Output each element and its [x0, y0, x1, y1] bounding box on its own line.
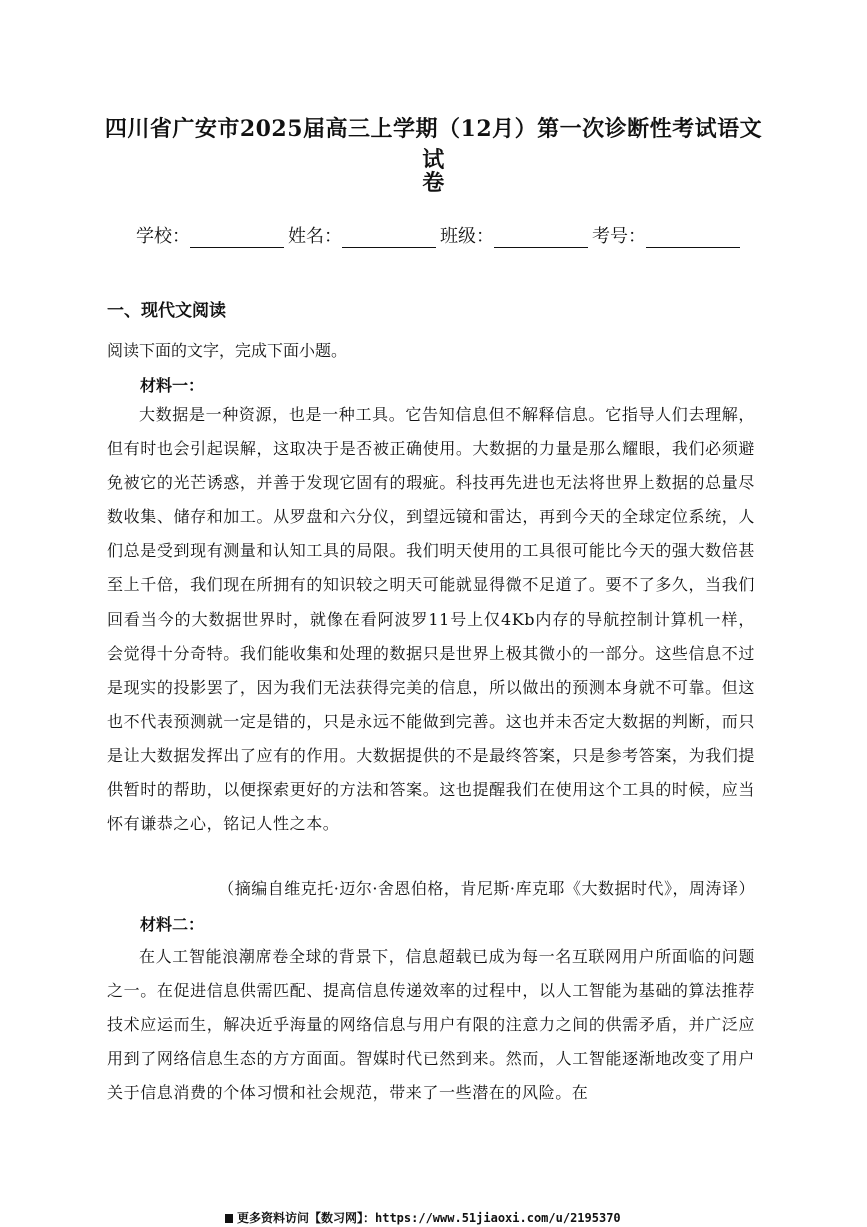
exam-no-label: 考号： — [592, 226, 646, 247]
name-field[interactable] — [288, 222, 440, 248]
class-blank[interactable] — [494, 227, 588, 248]
school-label: 学校： — [136, 226, 190, 247]
section-heading: 一、现代文阅读 — [107, 301, 226, 321]
citation: （摘编自维克托·迈尔·舍恩伯格，肯尼斯·库克耶《大数据时代》，周涛译） — [218, 879, 755, 898]
material2-label: 材料二： — [140, 915, 205, 934]
document-title-line2: 卷 — [422, 170, 445, 196]
class-field[interactable] — [440, 222, 592, 248]
material1-paragraph: 大数据是一种资源，也是一种工具。它告知信息但不解释信息。它指导人们去理解，但有时也会引起误解，这取决于是否被正确使用。大数据的力量是那么耀眼，我们必须避免被它的光芒诱惑，并善于发现它固有的瑕疵。科技再先进也无法将世界上数据的总量尽数收集、储存和加工。从罗盘和六分仪，到望远镜和雷达，再到今天的全球定位系统，人们总是受到现有测量和认知工具的局限。我们明天使用的工具很可能比今天的强大数倍甚至上千倍，我们现在所拥有的知识较之明天可能就显得微不足道了。要不了多久，当我们回看当今的大数据世界时，就像在看阿波罗11号上仅4Kb内存的导航控制计算机一样，会觉得十分奇特。我们能收集和处理的数据只是世界上极其微小的一部分。这些信息不过是现实的投影罢了，因为我们无法获得完美的信息，所以做出的预测本身就不可靠。但这也不代表预测就一定是错的，只是永远不能做到完善。这也并未否定大数据的判断，而只是让大数据发挥出了应有的作用。大数据提供的不是最终答案，只是参考答案，为我们提供暂时的帮助，以便探索更好的方法和答案。这也提醒我们在使用这个工具的时候，应当怀有谦恭之心，铭记人性之本。 — [107, 405, 755, 834]
instruction-text: 阅读下面的文字，完成下面小题。 — [107, 341, 348, 360]
student-info-fields — [136, 222, 756, 248]
name-label: 姓名： — [288, 226, 342, 247]
footer-text[interactable]: 更多资料访问【数习网】：https://www.51jiaoxi.com/u/2195370 — [237, 1211, 621, 1225]
footer-link[interactable] — [225, 1209, 621, 1226]
exam-no-field[interactable] — [592, 222, 744, 248]
name-blank[interactable] — [342, 227, 436, 248]
material2-paragraph: 在人工智能浪潮席卷全球的背景下，信息超载已成为每一名互联网用户所面临的问题之一。在促进信息供需匹配、提高信息传递效率的过程中，以人工智能为基础的算法推荐技术应运而生，解决近乎海量的网络信息与用户有限的注意力之间的供需矛盾，并广泛应用到了网络信息生态的方方面面。智媒时代已然到来。然而，人工智能逐渐地改变了用户关于信息消费的个体习惯和社会规范，带来了一些潜在的风险。在 — [107, 947, 755, 1103]
school-blank[interactable] — [190, 227, 284, 248]
flag-icon — [225, 1214, 233, 1223]
school-field[interactable] — [136, 222, 288, 248]
material1-label: 材料一： — [140, 376, 205, 395]
class-label: 班级： — [440, 226, 494, 247]
document-title-line1: 四川省广安市2025届高三上学期（12月）第一次诊断性考试语文试 — [104, 116, 763, 173]
exam-no-blank[interactable] — [646, 227, 740, 248]
